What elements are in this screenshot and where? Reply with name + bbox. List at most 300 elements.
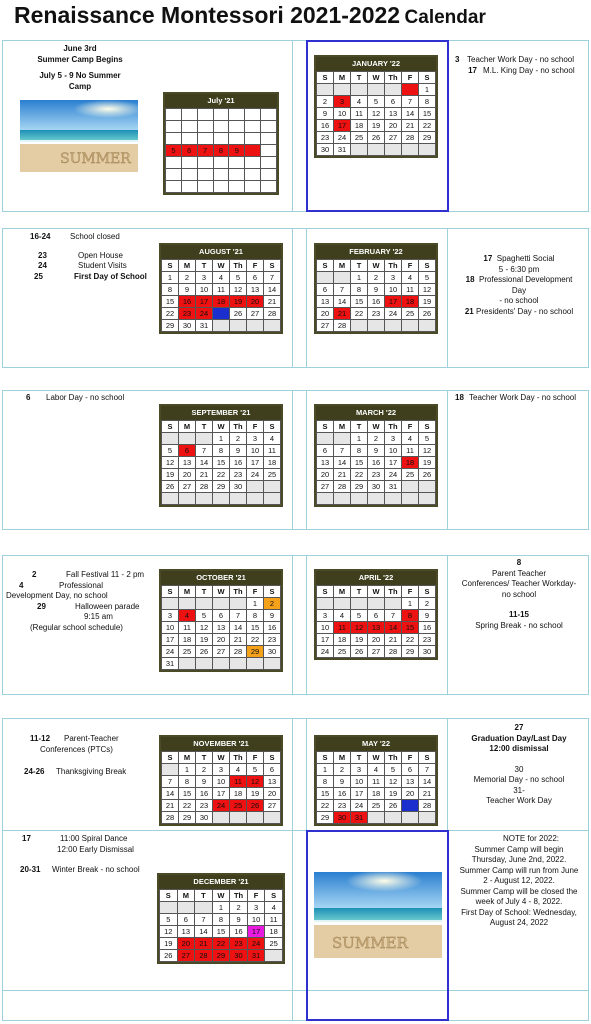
- weekday-label: Th: [385, 586, 402, 598]
- calendar-day-cell: 21: [162, 800, 179, 812]
- calendar-day-cell: 24: [247, 938, 265, 950]
- calendar-week-row: [166, 133, 277, 145]
- calendar-day-cell: 22: [247, 634, 264, 646]
- calendar-day-cell: 30: [179, 320, 196, 332]
- weekday-label: F: [402, 586, 419, 598]
- calendar-day-cell: [196, 598, 213, 610]
- oct-notes: 2 Fall Festival 11 - 2 pm 4 Professional Development Day, no school 29 Halloween parade 9:15 am (Regular school schedule): [6, 570, 145, 632]
- weekday-label: T: [351, 586, 368, 598]
- calendar-day-cell: 24: [385, 469, 402, 481]
- weekday-label: W: [368, 72, 385, 84]
- calendar-day-cell: [247, 658, 264, 670]
- calendar-week-row: [162, 634, 281, 646]
- calendar-day-cell: 27: [317, 320, 334, 332]
- calendar-day-cell: 9: [264, 610, 281, 622]
- weekday-label: Th: [230, 890, 248, 902]
- weekday-label: T: [196, 260, 213, 272]
- calendar-day-cell: 17: [317, 634, 334, 646]
- weekday-label: T: [196, 421, 213, 433]
- weekday-header-row: [317, 72, 436, 84]
- weekday-label: S: [264, 752, 281, 764]
- calendar-day-cell: 2: [179, 272, 196, 284]
- calendar-day-cell: 7: [195, 914, 213, 926]
- calendar-day-cell: [264, 812, 281, 824]
- calendar-day-cell: 4: [179, 610, 196, 622]
- calendar-day-cell: [166, 109, 182, 121]
- weekday-label: W: [368, 752, 385, 764]
- calendar-week-row: [317, 96, 436, 108]
- calendar-day-cell: 1: [247, 598, 264, 610]
- calendar-day-cell: [264, 658, 281, 670]
- weekday-label: S: [264, 421, 281, 433]
- calendar-jul: [163, 92, 279, 195]
- calendar-day-cell: 17: [334, 120, 351, 132]
- calendar-day-cell: 13: [213, 622, 230, 634]
- calendar-day-cell: 1: [351, 433, 368, 445]
- calendar-day-cell: [179, 658, 196, 670]
- calendar-day-cell: 29: [179, 812, 196, 824]
- calendar-day-cell: 3: [247, 902, 265, 914]
- calendar-day-cell: 22: [351, 308, 368, 320]
- calendar-day-cell: [213, 133, 229, 145]
- calendar-day-cell: 3: [162, 610, 179, 622]
- calendar-day-cell: 8: [179, 776, 196, 788]
- calendar-mar: [314, 404, 438, 507]
- weekday-label: S: [265, 890, 283, 902]
- calendar-day-cell: 20: [317, 469, 334, 481]
- calendar-day-cell: 18: [179, 634, 196, 646]
- calendar-may: [314, 735, 438, 826]
- calendar-day-cell: [245, 121, 261, 133]
- weekday-label: Th: [385, 260, 402, 272]
- calendar-day-cell: 28: [334, 320, 351, 332]
- calendar-day-cell: 5: [166, 145, 182, 157]
- calendar-day-cell: 13: [317, 296, 334, 308]
- calendar-day-cell: 4: [230, 764, 247, 776]
- calendar-day-cell: 12: [196, 622, 213, 634]
- calendar-day-cell: [368, 320, 385, 332]
- calendar-day-cell: 6: [402, 764, 419, 776]
- calendar-day-cell: 14: [402, 108, 419, 120]
- calendar-day-cell: 10: [351, 776, 368, 788]
- weekday-label: T: [351, 421, 368, 433]
- calendar-day-cell: [230, 598, 247, 610]
- weekday-label: M: [179, 586, 196, 598]
- calendar-grid: [161, 420, 281, 505]
- calendar-day-cell: 14: [264, 284, 281, 296]
- calendar-dec: [157, 873, 285, 964]
- calendar-day-cell: 30: [264, 646, 281, 658]
- calendar-week-row: [162, 433, 281, 445]
- weekday-header-row: [160, 890, 283, 902]
- calendar-day-cell: 5: [160, 914, 178, 926]
- calendar-day-cell: [181, 121, 197, 133]
- calendar-oct: [159, 569, 283, 672]
- weekday-label: T: [351, 260, 368, 272]
- calendar-day-cell: [230, 812, 247, 824]
- weekday-label: M: [177, 890, 195, 902]
- weekday-label: S: [317, 260, 334, 272]
- calendar-day-cell: [229, 109, 245, 121]
- final-note: NOTE for 2022: Summer Camp will begin Thursday, June 2nd, 2022. Summer Camp will run from June 2 - August 12, 2022. Summer Camp will be closed the week of July 4 - 8, 2022. First Day of School: Wednesday, August 24, 2022: [459, 834, 579, 927]
- calendar-day-cell: 18: [230, 788, 247, 800]
- calendar-day-cell: 4: [402, 272, 419, 284]
- calendar-day-cell: 28: [419, 800, 436, 812]
- calendar-day-cell: [179, 598, 196, 610]
- calendar-day-cell: 7: [334, 284, 351, 296]
- calendar-grid: [316, 71, 436, 156]
- calendar-day-cell: 26: [196, 646, 213, 658]
- calendar-day-cell: 28: [334, 481, 351, 493]
- calendar-day-cell: [245, 157, 261, 169]
- calendar-grid: [161, 751, 281, 824]
- dec-notes: 17 11:00 Spiral Dance 12:00 Early Dismissal 20-31 Winter Break - no school: [20, 834, 140, 874]
- calendar-day-cell: [419, 144, 436, 156]
- calendar-day-cell: [317, 84, 334, 96]
- weekday-header-row: [317, 752, 436, 764]
- calendar-day-cell: [229, 181, 245, 193]
- calendar-day-cell: 25: [230, 800, 247, 812]
- weekday-label: T: [196, 752, 213, 764]
- calendar-day-cell: 21: [264, 296, 281, 308]
- calendar-day-cell: 18: [368, 788, 385, 800]
- calendar-day-cell: 30: [230, 950, 248, 962]
- calendar-grid: [316, 585, 436, 658]
- weekday-label: M: [334, 421, 351, 433]
- calendar-day-cell: [334, 493, 351, 505]
- calendar-day-cell: 16: [368, 457, 385, 469]
- calendar-day-cell: 2: [368, 272, 385, 284]
- weekday-label: M: [334, 72, 351, 84]
- calendar-day-cell: [181, 169, 197, 181]
- calendar-day-cell: 15: [317, 788, 334, 800]
- aug-notes: 16-24 School closed 23 Open House 24 Student Visits 25 First Day of School: [30, 232, 147, 281]
- weekday-label: S: [419, 586, 436, 598]
- calendar-day-cell: 29: [213, 481, 230, 493]
- calendar-day-cell: 14: [162, 788, 179, 800]
- calendar-day-cell: 18: [213, 296, 230, 308]
- calendar-week-row: [160, 926, 283, 938]
- calendar-day-cell: 13: [177, 926, 195, 938]
- calendar-day-cell: [166, 169, 182, 181]
- calendar-day-cell: [213, 157, 229, 169]
- calendar-month-title: FEBRUARY '22: [316, 245, 436, 259]
- weekday-label: S: [162, 586, 179, 598]
- calendar-day-cell: 25: [402, 469, 419, 481]
- calendar-day-cell: 17: [196, 296, 213, 308]
- calendar-day-cell: 2: [317, 96, 334, 108]
- weekday-label: W: [213, 586, 230, 598]
- jan-note-1: 3 Teacher Work Day - no school: [455, 55, 575, 64]
- calendar-week-row: [317, 272, 436, 284]
- weekday-label: W: [213, 260, 230, 272]
- weekday-label: W: [212, 890, 230, 902]
- calendar-day-cell: 24: [317, 646, 334, 658]
- calendar-week-row: [160, 914, 283, 926]
- calendar-day-cell: [402, 493, 419, 505]
- calendar-day-cell: 31: [196, 320, 213, 332]
- calendar-day-cell: 19: [162, 469, 179, 481]
- calendar-week-row: [162, 457, 281, 469]
- weekday-header-row: [166, 109, 277, 121]
- weekday-label: S: [264, 260, 281, 272]
- calendar-month-title: OCTOBER '21: [161, 571, 281, 585]
- calendar-day-cell: 30: [230, 481, 247, 493]
- calendar-day-cell: 10: [334, 108, 351, 120]
- calendar-day-cell: 9: [179, 284, 196, 296]
- calendar-day-cell: 19: [368, 120, 385, 132]
- calendar-day-cell: 22: [402, 634, 419, 646]
- calendar-day-cell: [264, 481, 281, 493]
- calendar-day-cell: [261, 181, 277, 193]
- weekday-label: W: [368, 586, 385, 598]
- calendar-day-cell: 1: [179, 764, 196, 776]
- calendar-day-cell: 9: [229, 145, 245, 157]
- calendar-day-cell: [402, 481, 419, 493]
- calendar-day-cell: 20: [177, 938, 195, 950]
- calendar-day-cell: [213, 121, 229, 133]
- calendar-week-row: [162, 598, 281, 610]
- calendar-week-row: [162, 622, 281, 634]
- calendar-day-cell: [261, 157, 277, 169]
- weekday-header-row: [317, 260, 436, 272]
- calendar-week-row: [162, 764, 281, 776]
- calendar-day-cell: 28: [230, 646, 247, 658]
- weekday-label: Th: [230, 260, 247, 272]
- calendar-day-cell: [181, 109, 197, 121]
- weekday-label: W: [368, 260, 385, 272]
- calendar-day-cell: 6: [213, 610, 230, 622]
- calendar-day-cell: 29: [212, 950, 230, 962]
- calendar-day-cell: [229, 133, 245, 145]
- calendar-day-cell: 30: [368, 481, 385, 493]
- calendar-day-cell: 5: [419, 272, 436, 284]
- calendar-day-cell: 3: [385, 272, 402, 284]
- weekday-label: S: [162, 752, 179, 764]
- calendar-day-cell: [166, 133, 182, 145]
- calendar-day-cell: [181, 133, 197, 145]
- calendar-day-cell: 9: [368, 445, 385, 457]
- calendar-day-cell: 7: [197, 145, 213, 157]
- weekday-label: M: [179, 260, 196, 272]
- calendar-day-cell: 17: [162, 634, 179, 646]
- calendar-day-cell: 8: [351, 284, 368, 296]
- calendar-day-cell: 29: [162, 320, 179, 332]
- calendar-day-cell: 1: [212, 902, 230, 914]
- calendar-month-title: JANUARY '22: [316, 57, 436, 71]
- calendar-week-row: [166, 145, 277, 157]
- calendar-day-cell: 13: [368, 622, 385, 634]
- calendar-day-cell: 6: [179, 445, 196, 457]
- calendar-day-cell: 4: [264, 433, 281, 445]
- calendar-grid: [161, 585, 281, 670]
- calendar-week-row: [160, 902, 283, 914]
- calendar-day-cell: 3: [334, 96, 351, 108]
- calendar-day-cell: 9: [317, 108, 334, 120]
- calendar-day-cell: [385, 144, 402, 156]
- calendar-day-cell: 21: [334, 469, 351, 481]
- weekday-label: T: [196, 586, 213, 598]
- weekday-label: F: [247, 421, 264, 433]
- calendar-day-cell: 14: [230, 622, 247, 634]
- calendar-day-cell: 17: [247, 926, 265, 938]
- calendar-week-row: [317, 108, 436, 120]
- calendar-day-cell: [213, 812, 230, 824]
- calendar-day-cell: 26: [247, 800, 264, 812]
- calendar-day-cell: 23: [230, 469, 247, 481]
- calendar-day-cell: 10: [385, 284, 402, 296]
- calendar-day-cell: 20: [264, 788, 281, 800]
- calendar-day-cell: [245, 109, 261, 121]
- calendar-day-cell: 23: [317, 132, 334, 144]
- calendar-month-title: MAY '22: [316, 737, 436, 751]
- calendar-day-cell: 12: [419, 445, 436, 457]
- calendar-day-cell: 26: [368, 132, 385, 144]
- calendar-grid: [161, 259, 281, 332]
- calendar-day-cell: [162, 433, 179, 445]
- weekday-label: M: [334, 260, 351, 272]
- calendar-day-cell: 10: [247, 914, 265, 926]
- calendar-day-cell: 5: [162, 445, 179, 457]
- calendar-day-cell: 17: [247, 457, 264, 469]
- calendar-day-cell: 11: [179, 622, 196, 634]
- calendar-day-cell: 15: [419, 108, 436, 120]
- summer-text-2: SUMMER: [332, 934, 408, 952]
- calendar-day-cell: 5: [230, 272, 247, 284]
- calendar-day-cell: 25: [334, 646, 351, 658]
- calendar-day-cell: 31: [334, 144, 351, 156]
- calendar-day-cell: [166, 121, 182, 133]
- calendar-day-cell: 28: [195, 950, 213, 962]
- weekday-label: T: [351, 752, 368, 764]
- calendar-day-cell: [195, 902, 213, 914]
- calendar-day-cell: [385, 812, 402, 824]
- calendar-day-cell: [245, 133, 261, 145]
- weekday-label: S: [419, 752, 436, 764]
- calendar-day-cell: 2: [230, 902, 248, 914]
- calendar-day-cell: 21: [334, 308, 351, 320]
- calendar-day-cell: 18: [265, 926, 283, 938]
- calendar-day-cell: 4: [213, 272, 230, 284]
- calendar-day-cell: 10: [213, 776, 230, 788]
- calendar-week-row: [162, 469, 281, 481]
- calendar-day-cell: 14: [419, 776, 436, 788]
- calendar-week-row: [317, 308, 436, 320]
- calendar-day-cell: [213, 320, 230, 332]
- calendar-week-row: [317, 284, 436, 296]
- calendar-week-row: [317, 320, 436, 332]
- jan-note-2: 17 M.L. King Day - no school: [468, 65, 575, 75]
- calendar-day-cell: 20: [247, 296, 264, 308]
- calendar-day-cell: 27: [179, 481, 196, 493]
- calendar-day-cell: [402, 800, 419, 812]
- calendar-day-cell: 14: [334, 457, 351, 469]
- calendar-grid: [316, 420, 436, 505]
- calendar-month-title: SEPTEMBER '21: [161, 406, 281, 420]
- calendar-day-cell: [402, 144, 419, 156]
- calendar-day-cell: 20: [368, 634, 385, 646]
- weekday-label: M: [334, 586, 351, 598]
- calendar-day-cell: 31: [162, 658, 179, 670]
- calendar-day-cell: 26: [351, 646, 368, 658]
- calendar-day-cell: [160, 902, 178, 914]
- calendar-day-cell: 10: [247, 445, 264, 457]
- weekday-label: F: [402, 260, 419, 272]
- weekday-label: S: [317, 421, 334, 433]
- calendar-day-cell: 23: [230, 938, 248, 950]
- calendar-day-cell: 5: [247, 764, 264, 776]
- calendar-day-cell: 23: [264, 634, 281, 646]
- calendar-day-cell: 7: [419, 764, 436, 776]
- calendar-day-cell: [261, 121, 277, 133]
- calendar-day-cell: 15: [351, 457, 368, 469]
- calendar-day-cell: 1: [213, 433, 230, 445]
- calendar-day-cell: 29: [419, 132, 436, 144]
- calendar-day-cell: [181, 157, 197, 169]
- calendar-week-row: [317, 120, 436, 132]
- calendar-day-cell: [351, 84, 368, 96]
- calendar-day-cell: [334, 598, 351, 610]
- calendar-day-cell: 13: [247, 284, 264, 296]
- calendar-day-cell: 8: [317, 776, 334, 788]
- calendar-day-cell: 16: [230, 926, 248, 938]
- calendar-day-cell: 8: [213, 145, 229, 157]
- calendar-day-cell: 23: [179, 308, 196, 320]
- calendar-day-cell: 18: [402, 296, 419, 308]
- calendar-day-cell: 3: [351, 764, 368, 776]
- calendar-week-row: [162, 658, 281, 670]
- calendar-day-cell: [368, 493, 385, 505]
- calendar-day-cell: [264, 493, 281, 505]
- calendar-week-row: [160, 950, 283, 962]
- calendar-day-cell: 26: [419, 469, 436, 481]
- calendar-day-cell: 3: [317, 610, 334, 622]
- calendar-day-cell: 27: [368, 646, 385, 658]
- calendar-day-cell: 20: [402, 788, 419, 800]
- calendar-day-cell: 21: [195, 938, 213, 950]
- calendar-day-cell: 3: [213, 764, 230, 776]
- calendar-week-row: [317, 610, 436, 622]
- calendar-day-cell: 9: [230, 445, 247, 457]
- calendar-day-cell: 14: [195, 926, 213, 938]
- calendar-day-cell: 23: [334, 800, 351, 812]
- calendar-day-cell: 14: [196, 457, 213, 469]
- calendar-day-cell: 12: [351, 622, 368, 634]
- weekday-label: Th: [385, 421, 402, 433]
- calendar-day-cell: 5: [368, 96, 385, 108]
- calendar-day-cell: [247, 812, 264, 824]
- weekday-label: Th: [230, 421, 247, 433]
- calendar-day-cell: 13: [385, 108, 402, 120]
- calendar-day-cell: 24: [334, 132, 351, 144]
- calendar-day-cell: 16: [179, 296, 196, 308]
- calendar-day-cell: 26: [419, 308, 436, 320]
- calendar-day-cell: 4: [334, 610, 351, 622]
- weekday-header-row: [162, 586, 281, 598]
- calendar-week-row: [317, 84, 436, 96]
- calendar-day-cell: 5: [419, 433, 436, 445]
- calendar-day-cell: [261, 109, 277, 121]
- calendar-week-row: [162, 320, 281, 332]
- calendar-day-cell: 22: [351, 469, 368, 481]
- calendar-day-cell: [230, 658, 247, 670]
- calendar-day-cell: 23: [368, 469, 385, 481]
- weekday-label: S: [160, 890, 178, 902]
- calendar-month-title: MARCH '22: [316, 406, 436, 420]
- calendar-day-cell: 1: [419, 84, 436, 96]
- calendar-week-row: [166, 181, 277, 193]
- calendar-day-cell: 28: [385, 646, 402, 658]
